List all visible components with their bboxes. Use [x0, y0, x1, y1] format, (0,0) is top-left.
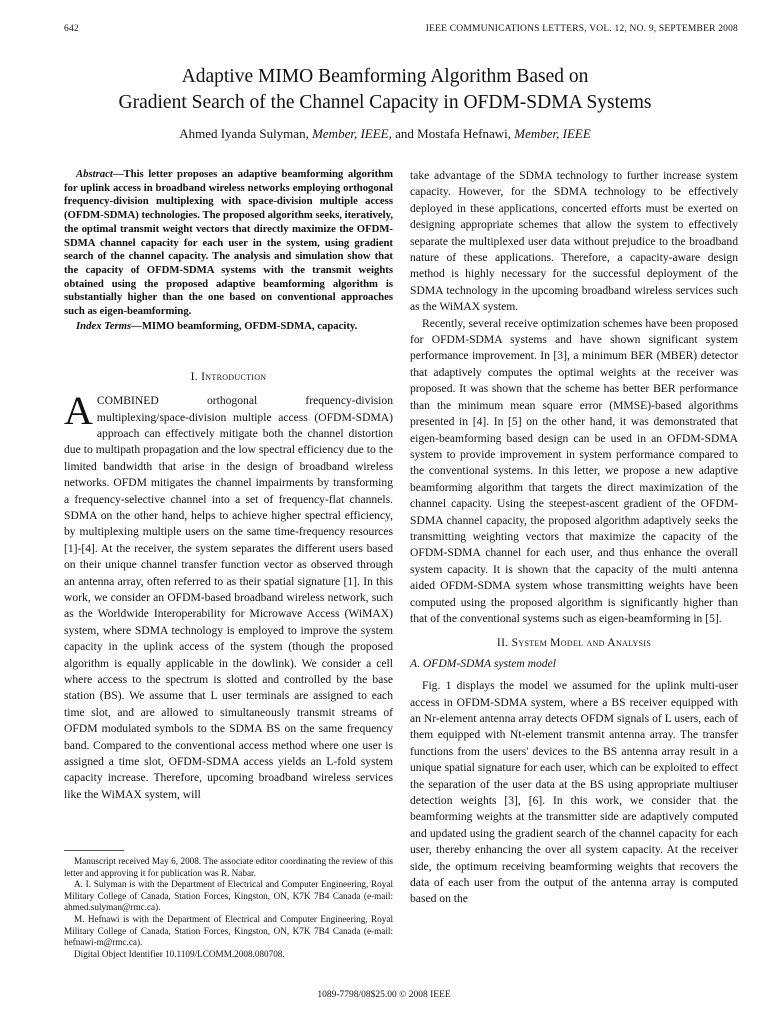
subsection-a-heading: A. OFDM-SDMA system model	[410, 656, 556, 670]
author-2-role: Member, IEEE	[514, 126, 591, 141]
title-line-1: Adaptive MIMO Beamforming Algorithm Based on	[181, 66, 589, 87]
abstract-text: —This letter proposes an adaptive beamforming algorithm for uplink access in broadband wireless networks employing orthogonal frequency-division multiplexing with space-division multiple access (OFDM-SDMA) technologies. The proposed algorithm seeks, iteratively, the optimal transmit weight vectors that directly maximize the OFDM-SDMA channel capacity for each user in the system, using gradient search of the channel capacity. The analysis and simulation show that the capacity of OFDM-SDMA systems with the transmit weights obtained using the proposed adaptive beamforming algorithm is substantially higher than the one based on conventional approaches such as eigen-beamforming.	[64, 168, 393, 318]
footnote-manuscript: Manuscript received May 6, 2008. The associate editor coordinating the review of this letter and approving it for publication was R. Nabar.	[64, 856, 393, 878]
author-1-role: Member, IEEE,	[312, 126, 392, 141]
drop-cap: A	[64, 388, 93, 434]
intro-paragraph-1	[64, 388, 393, 803]
section-2-heading: II. System Model and Analysis	[496, 636, 652, 650]
intro-paragraph-2: take advantage of the SDMA technology to further increase system capacity. However, for the SDMA technology to be effectively deployed in these applications, concerted efforts must be exerted on designing appropriate schemes that allow the system to effectively separate the multiplexed user data without prejudice to the broadband nature of these applications. Therefore, a capacity-aware design method is highly necessary for the successful deployment of the SDMA technology in the upcoming broadband wireless services such as the WiMAX system.	[410, 169, 738, 314]
abstract	[64, 168, 393, 319]
abstract-label: Abstract	[76, 168, 113, 180]
title-line-2: Gradient Search of the Channel Capacity in OFDM-SDMA Systems	[118, 92, 652, 113]
intro-paragraph-1-text: COMBINED orthogonal frequency-division multiplexing/space-division multiple access (OFDM-SDMA) approach can effectively mitigate both the channel distortion due to multipath propagation and the low spectral efficiency due to the limited bandwidth that arise in the design of broadband wireless networks. OFDM mitigates the channel impairments by transforming a frequency-selective channel into a set of frequency-flat channels. SDMA on the other hand, helps to achieve higher spectral efficiency, by multiplexing multiple users on the same time-frequency resources [1]-[4]. At the receiver, the system separates the different users based on their unique channel transfer function vector as observed through an antenna array, often referred to as their spatial signature [1]. In this work, we consider an OFDM-based broadband wireless network, such as the Worldwide Interoperability for Microwave Access (WiMAX) system, where SDMA technology is employed to improve the system capacity in the uplink access of the system (though the proposed algorithm is equally applicable in the dowlink). We consider a cell where access to the spectrum is slotted and controlled by the base station (BS). We assume that L user terminals are assigned to each time slot, and are allowed to simultaneously transmit streams of OFDM modulated symbols to the SDMA BS on the same frequency band. Compared to the conventional access method where one user is assigned a time slot, OFDM-SDMA access yields an L-fold system capacity increase. Therefore, upcoming broadband wireless services like the WiMAX system, will	[64, 394, 393, 801]
footnote-doi: Digital Object Identifier 10.1109/LCOMM.2008.080708.	[74, 948, 285, 959]
author-connector: and Mostafa Hefnawi,	[395, 126, 511, 141]
copyright-line: 1089-7798/08$25.00 © 2008 IEEE	[317, 990, 451, 1000]
author-line	[40, 126, 730, 142]
index-terms	[64, 319, 393, 333]
system-model-paragraph: Fig. 1 displays the model we assumed for the uplink multi-user access in OFDM-SDMA system, where a BS receiver equipped with an Nr-element antenna array detects OFDM signals of L users, each of them equipped with Nt-element transmit antenna array. The transfer functions from the users' devices to the BS antenna array result in a unique spatial signature for each user, which can be exploited to effect the separation of the user data at the BS using appropriate multiuser detection weights [3], [6]. In this work, we consider that the beamforming weights at the transmitter side are adaptively computed and updated using the gradient search of the channel capacity for each user, thereby enhancing the over all system capacity. At the receiver side, the optimum receiving beamforming weights that recovers the data of each user from the output of the antenna array is computed based on the	[410, 679, 738, 906]
section-1-heading: I. Introduction	[190, 369, 267, 383]
footnote-author-1: A. I. Sulyman is with the Department of Electrical and Computer Engineering, Royal Military College of Canada, Station Forces, Kingston, ON, K7K 7B4 Canada (e-mail: ahmed.sulyman@rmc.ca).	[64, 879, 393, 913]
journal-name: IEEE COMMUNICATIONS LETTERS, VOL. 12, NO. 9, SEPTEMBER 2008	[425, 24, 738, 34]
footnote-rule	[64, 850, 124, 851]
index-terms-label: Index Terms	[76, 319, 132, 332]
paper-title	[40, 64, 730, 116]
author-1: Ahmed Iyanda Sulyman,	[179, 126, 309, 141]
running-head	[64, 24, 738, 38]
footnote-author-2: M. Hefnawi is with the Department of Electrical and Computer Engineering, Royal Military College of Canada, Station Forces, Kingston, ON, K7K 7B4 Canada (e-mail: hefnawi-m@rmc.ca).	[64, 913, 393, 948]
index-terms-text: —MIMO beamforming, OFDM-SDMA, capacity.	[131, 319, 358, 332]
left-column	[64, 168, 393, 803]
right-column	[410, 168, 738, 908]
footnotes	[64, 856, 393, 960]
page-number: 642	[64, 24, 79, 34]
intro-paragraph-3: Recently, several receive optimization schemes have been proposed for OFDM-SDMA systems and have shown significant system performance improvement. In [3], a minimum BER (MBER) detector that adaptively computes the optimal weights at the receiver was proposed. It was shown that the scheme has better BER performance than the minimum mean square error (MMSE)-based algorithms presented in [4]. In [5] on the other hand, it was demonstrated that eigen-beamforming based design can be used in an OFDM-SDMA system to provide improvement in system performance compared to the conventional systems. In this letter, we propose a new adaptive beamforming algorithm that targets the direct maximization of the channel capacity. Using the steepest-ascent gradient of the OFDM-SDMA channel capacity, the proposed algorithm adaptively seeks the transmitting weighting vectors that maximize the capacity of the OFDM-SDMA channel for each user, and thus enhance the overall system capacity. It is shown that the capacity of the multi antenna aided OFDM-SDMA system whose transmitting weights have been computed using the proposed algorithm is significantly higher than that of the conventional systems such as eigen-beamforming in [5].	[410, 316, 738, 625]
